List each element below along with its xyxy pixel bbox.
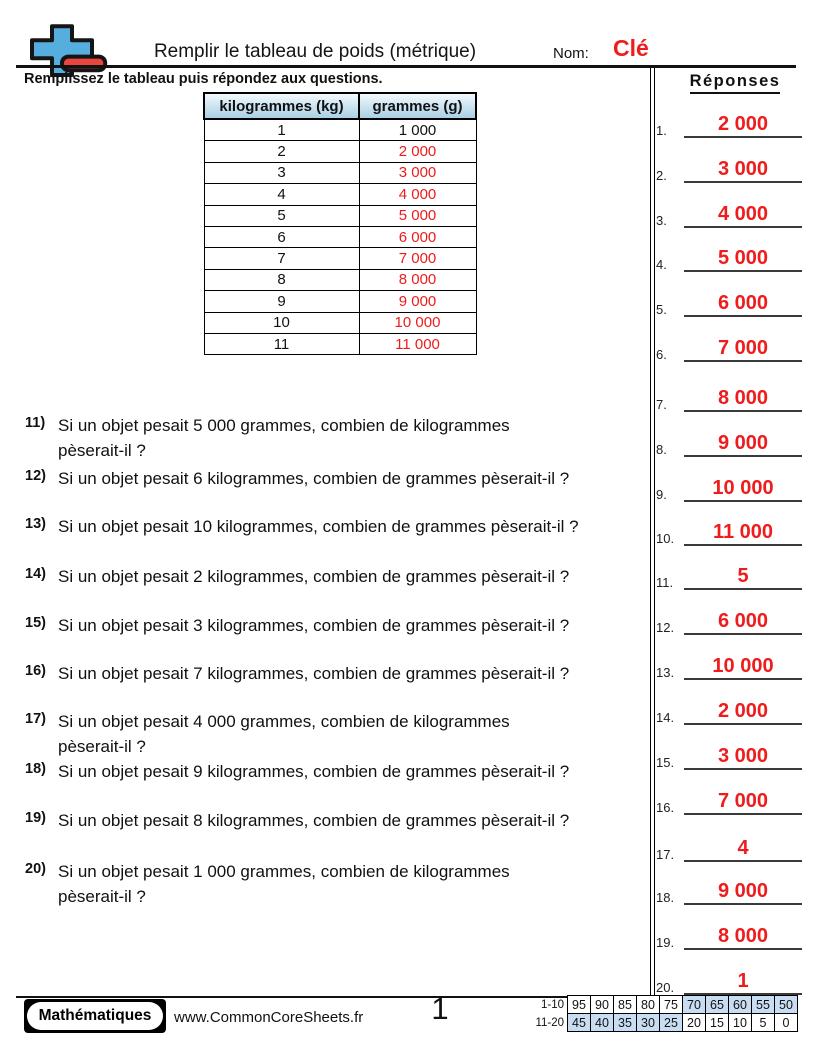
answer-number: 17. [656, 847, 675, 862]
score-cell: 65 [705, 995, 729, 1014]
answer-value: 1 [684, 970, 802, 995]
answer-number: 20. [656, 980, 675, 995]
table-row [204, 141, 476, 162]
answer-10 [656, 519, 806, 546]
conversion-table [203, 92, 477, 355]
answer-number: 1. [656, 123, 667, 138]
answer-number: 15. [656, 755, 675, 770]
answer-7 [656, 385, 806, 412]
score-cell: 5 [751, 1013, 775, 1032]
answer-13 [656, 653, 806, 680]
question-text: Si un objet pesait 10 kilogrammes, combien de grammes pèserait-il ? [58, 517, 579, 536]
answer-number: 4. [656, 257, 667, 272]
instruction-text: Remplissez le tableau puis répondez aux questions. [24, 71, 383, 87]
score-cell: 60 [728, 995, 752, 1014]
g-answer: 11 000 [359, 333, 476, 354]
answer-number: 12. [656, 620, 675, 635]
question-number: 14) [25, 566, 46, 582]
answer-value: 9 000 [684, 880, 802, 905]
table-row [204, 119, 476, 141]
g-answer: 7 000 [359, 248, 476, 269]
question-12 [25, 466, 658, 491]
score-cell: 50 [774, 995, 798, 1014]
table-row [204, 269, 476, 290]
answer-number: 3. [656, 213, 667, 228]
table-row [204, 162, 476, 183]
question-text: Si un objet pesait 8 kilogrammes, combien de grammes pèserait-il ? [58, 811, 570, 830]
question-11 [25, 413, 578, 463]
question-text: Si un objet pesait 6 kilogrammes, combien de grammes pèserait-il ? [58, 469, 570, 488]
score-cell: 10 [728, 1013, 752, 1032]
score-cell: 45 [567, 1013, 591, 1032]
page-number: 1 [431, 991, 449, 1026]
answer-value: 6 000 [684, 292, 802, 317]
answer-value: 3 000 [684, 745, 802, 770]
answer-number: 19. [656, 935, 675, 950]
table-row [204, 248, 476, 269]
g-answer: 9 000 [359, 291, 476, 312]
answer-number: 10. [656, 531, 675, 546]
question-number: 13) [25, 516, 46, 532]
g-answer: 10 000 [359, 312, 476, 333]
score-cell: 25 [659, 1013, 683, 1032]
table-row [204, 291, 476, 312]
answer-value: 4 000 [684, 203, 802, 228]
kg-value: 7 [204, 248, 359, 269]
brand-badge-label: Mathématiques [27, 1002, 163, 1030]
answer-5 [656, 290, 806, 317]
answer-value: 10 000 [684, 477, 802, 502]
question-19 [25, 808, 658, 833]
answers-title [682, 72, 788, 91]
kg-value: 3 [204, 162, 359, 183]
answer-18 [656, 878, 806, 905]
answer-3 [656, 201, 806, 228]
answer-value: 7 000 [684, 337, 802, 362]
answer-number: 2. [656, 168, 667, 183]
answer-value: 4 [684, 837, 802, 862]
question-number: 17) [25, 711, 46, 727]
question-text: Si un objet pesait 4 000 grammes, combien de kilogrammes pèserait-il ? [58, 712, 510, 756]
answer-value: 2 000 [684, 113, 802, 138]
answer-value: 5 [684, 565, 802, 590]
score-cell: 15 [705, 1013, 729, 1032]
question-14 [25, 564, 658, 589]
score-row-label: 11-20 [535, 1016, 564, 1029]
answer-value: 6 000 [684, 610, 802, 635]
g-answer: 8 000 [359, 269, 476, 290]
answer-number: 7. [656, 397, 667, 412]
score-cell: 80 [636, 995, 660, 1014]
answer-6 [656, 335, 806, 362]
score-row-label: 1-10 [540, 998, 564, 1011]
g-answer: 3 000 [359, 162, 476, 183]
score-cell: 40 [590, 1013, 614, 1032]
score-grid-row [528, 1013, 798, 1032]
question-text: Si un objet pesait 5 000 grammes, combien de kilogrammes pèserait-il ? [58, 416, 510, 460]
page-title: Remplir le tableau de poids (métrique) [153, 41, 477, 62]
kg-value: 9 [204, 291, 359, 312]
table-row [204, 184, 476, 205]
answer-value: 9 000 [684, 432, 802, 457]
score-cell: 85 [613, 995, 637, 1014]
score-cell: 20 [682, 1013, 706, 1032]
question-number: 15) [25, 615, 46, 631]
answer-value: 11 000 [684, 521, 802, 546]
answer-8 [656, 430, 806, 457]
answer-15 [656, 743, 806, 770]
kg-value: 8 [204, 269, 359, 290]
table-row [204, 226, 476, 247]
g-value: 1 000 [359, 119, 476, 141]
answer-number: 9. [656, 487, 667, 502]
answer-20 [656, 968, 806, 995]
website-text: www.CommonCoreSheets.fr [174, 1009, 364, 1026]
answer-2 [656, 156, 806, 183]
g-answer: 6 000 [359, 226, 476, 247]
score-cell: 30 [636, 1013, 660, 1032]
table-row [204, 205, 476, 226]
answer-19 [656, 923, 806, 950]
answer-number: 14. [656, 710, 675, 725]
header-rule [16, 65, 796, 68]
question-18 [25, 759, 658, 784]
answer-value: 7 000 [684, 790, 802, 815]
answer-value: 2 000 [684, 700, 802, 725]
answer-value: 10 000 [684, 655, 802, 680]
score-grid-row [528, 995, 798, 1014]
score-grid [528, 995, 798, 1032]
answer-number: 8. [656, 442, 667, 457]
answers-title-text: Réponses [690, 72, 781, 94]
answer-12 [656, 608, 806, 635]
question-number: 19) [25, 810, 46, 826]
score-cell: 35 [613, 1013, 637, 1032]
answer-number: 6. [656, 347, 667, 362]
g-answer: 4 000 [359, 184, 476, 205]
question-15 [25, 613, 658, 638]
question-13 [25, 514, 658, 539]
question-20 [25, 859, 578, 909]
column-header-kg: kilogrammes (kg) [204, 93, 359, 119]
kg-value: 6 [204, 226, 359, 247]
answer-value: 5 000 [684, 247, 802, 272]
kg-value: 5 [204, 205, 359, 226]
answer-key-name: Clé [613, 35, 649, 61]
answer-value: 8 000 [684, 387, 802, 412]
question-number: 11) [25, 415, 46, 431]
answer-16 [656, 788, 806, 815]
answer-1 [656, 111, 806, 138]
answer-number: 11. [656, 575, 674, 590]
question-text: Si un objet pesait 1 000 grammes, combien de kilogrammes pèserait-il ? [58, 862, 510, 906]
answer-11 [656, 563, 806, 590]
g-answer: 2 000 [359, 141, 476, 162]
question-text: Si un objet pesait 7 kilogrammes, combien de grammes pèserait-il ? [58, 664, 570, 683]
kg-value: 2 [204, 141, 359, 162]
g-answer: 5 000 [359, 205, 476, 226]
kg-value: 1 [204, 119, 359, 141]
score-cell: 95 [567, 995, 591, 1014]
question-number: 12) [25, 468, 46, 484]
question-number: 20) [25, 861, 46, 877]
score-cell: 75 [659, 995, 683, 1014]
answer-number: 13. [656, 665, 675, 680]
answer-14 [656, 698, 806, 725]
answer-number: 18. [656, 890, 675, 905]
score-cell: 55 [751, 995, 775, 1014]
table-row [204, 333, 476, 354]
kg-value: 4 [204, 184, 359, 205]
question-text: Si un objet pesait 2 kilogrammes, combien de grammes pèserait-il ? [58, 567, 570, 586]
table-row [204, 312, 476, 333]
kg-value: 11 [204, 333, 359, 354]
answer-number: 16. [656, 800, 675, 815]
answer-value: 3 000 [684, 158, 802, 183]
name-label: Nom: [553, 45, 589, 62]
answer-number: 5. [656, 302, 667, 317]
question-16 [25, 661, 658, 686]
question-text: Si un objet pesait 9 kilogrammes, combien de grammes pèserait-il ? [58, 762, 570, 781]
answer-17 [656, 835, 806, 862]
brand-badge [24, 999, 166, 1033]
question-text: Si un objet pesait 3 kilogrammes, combien de grammes pèserait-il ? [58, 616, 570, 635]
table-header-row [204, 93, 476, 119]
question-number: 16) [25, 663, 46, 679]
column-header-g: grammes (g) [359, 93, 476, 119]
score-cell: 70 [682, 995, 706, 1014]
kg-value: 10 [204, 312, 359, 333]
answer-4 [656, 245, 806, 272]
question-number: 18) [25, 761, 46, 777]
score-cell: 0 [774, 1013, 798, 1032]
question-17 [25, 709, 578, 759]
answer-value: 8 000 [684, 925, 802, 950]
score-cell: 90 [590, 995, 614, 1014]
answer-9 [656, 475, 806, 502]
